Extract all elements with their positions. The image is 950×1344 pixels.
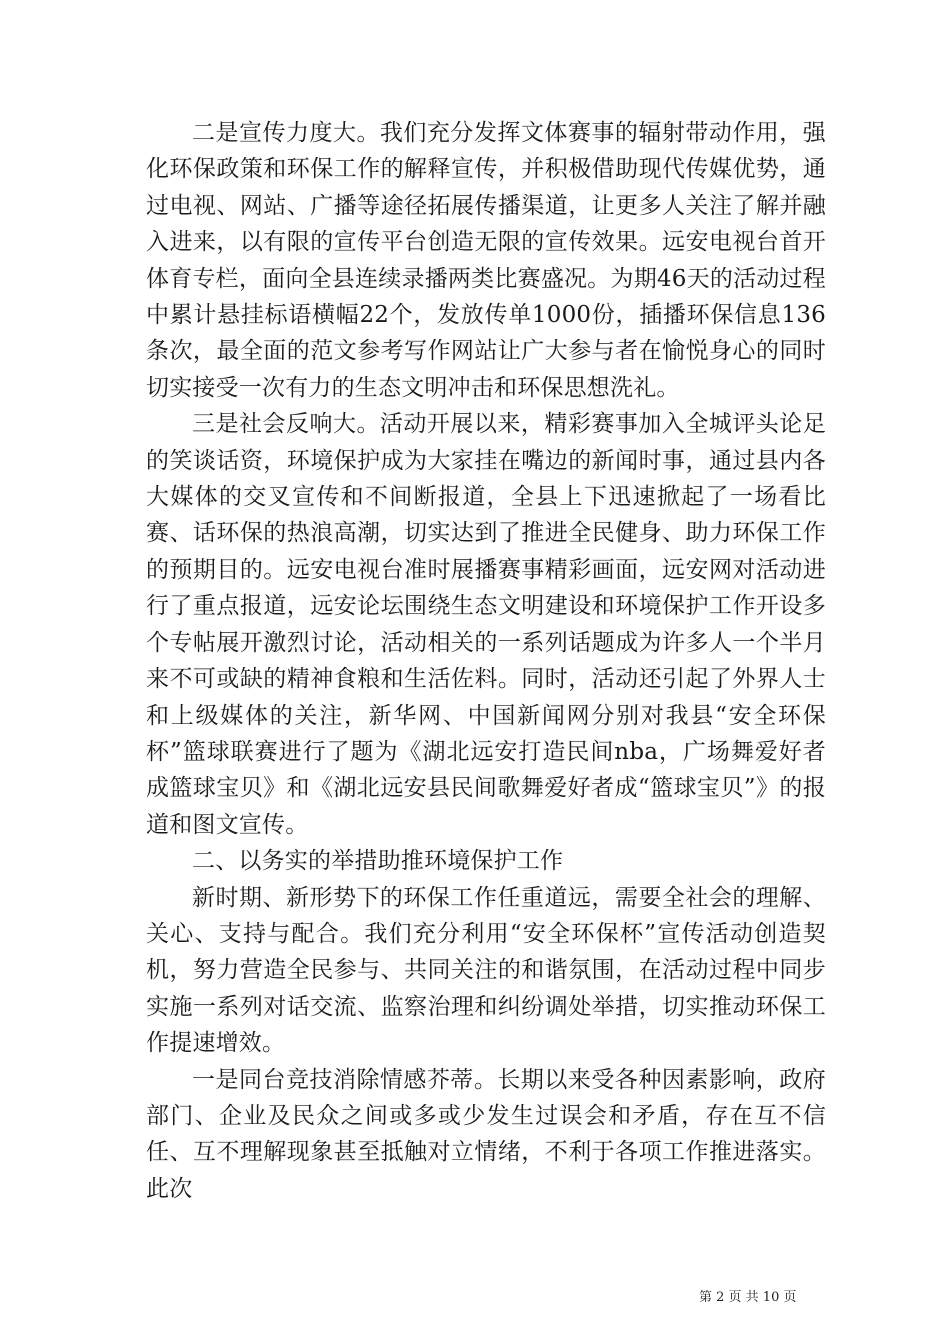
paragraph-competition: 一是同台竞技消除情感芥蒂。长期以来受各种因素影响，政府部门、企业及民众之间或多或少发生过误会和矛盾，存在互不信任、互不理解现象甚至抵触对立情绪，不利于各项工作推进落实。此次	[146, 1066, 826, 1202]
paragraph-section-intro: 新时期、新形势下的环保工作任重道远，需要全社会的理解、关心、支持与配合。我们充分利用“安全环保杯”宣传活动创造契机，努力营造全民参与、共同关注的和谐氛围，在活动过程中同步实施一系列对话交流、监察治理和纠纷调处举措，切实推动环保工作提速增效。	[146, 884, 826, 1057]
section-heading: 二、以务实的举措助推环境保护工作	[192, 848, 564, 875]
page-number: 第 2 页 共 10 页	[699, 1290, 797, 1305]
paragraph-social-response: 三是社会反响大。活动开展以来，精彩赛事加入全城评头论足的笑谈话资，环境保护成为大家挂在嘴边的新闻时事，通过县内各大媒体的交叉宣传和不间断报道，全县上下迅速掀起了一场看比赛、话环保的热浪高潮，切实达到了推进全民健身、助力环保工作的预期目的。远安电视台准时展播赛事精彩画面，远安网对活动进行了重点报道，远安论坛围绕生态文明建设和环境保护工作开设多个专帖展开激烈讨论，活动相关的一系列话题成为许多人一个半月来不可或缺的精神食粮和生活佐料。同时，活动还引起了外界人士和上级媒体的关注，新华网、中国新闻网分别对我县“安全环保杯”篮球联赛进行了题为《湖北远安打造民间nba，广场舞爱好者成篮球宝贝》和《湖北远安县民间歌舞爱好者成“篮球宝贝”》的报道和图文宣传。	[146, 411, 826, 838]
paragraph-publicity: 二是宣传力度大。我们充分发挥文体赛事的辐射带动作用，强化环保政策和环保工作的解释宣传，并积极借助现代传媒优势，通过电视、网站、广播等途径拓展传播渠道，让更多人关注了解并融入进来，以有限的宣传平台创造无限的宣传效果。远安电视台首开体育专栏，面向全县连续录播两类比赛盛况。为期46天的活动过程中累计悬挂标语横幅22个，发放传单1000份，插播环保信息136条次，最全面的范文参考写作网站让广大参与者在愉悦身心的同时切实接受一次有力的生态文明冲击和环保思想洗礼。	[146, 120, 826, 401]
document-body	[146, 115, 826, 1207]
